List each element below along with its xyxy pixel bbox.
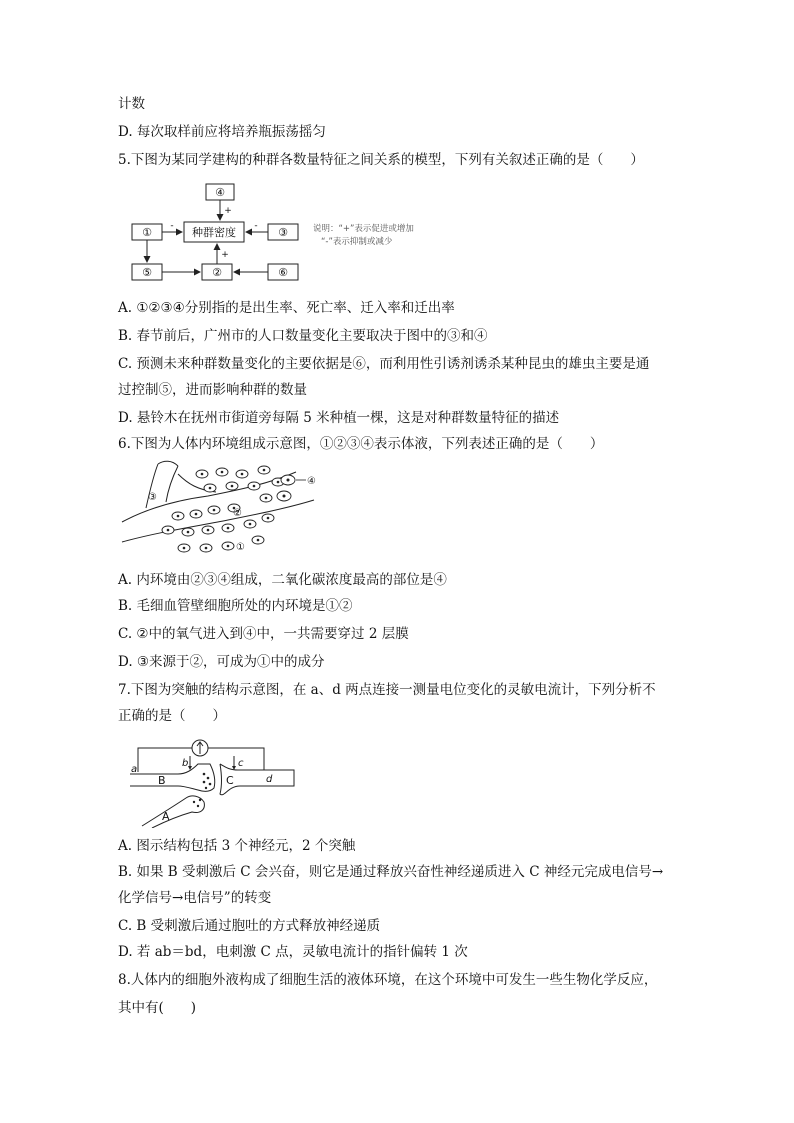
sign-plus-top: +: [224, 206, 232, 216]
label-4: ④: [215, 186, 225, 199]
label-5: ⑤: [142, 266, 152, 279]
synapse-diagram: [128, 736, 296, 828]
marker-4: ④: [307, 476, 316, 487]
option-c-q5-cont: 过控制⑤，进而影响种群的数量: [118, 382, 307, 398]
label-2: ②: [212, 266, 222, 279]
question-7-stem: 7.下图为突触的结构示意图，在 a、d 两点连接一测量电位变化的灵敏电流计，下列分析不: [118, 682, 656, 698]
option-c-q6: C. ②中的氧气进入到④中，一共需要穿过 2 层膜: [118, 626, 409, 642]
label-1: ①: [142, 226, 152, 239]
option-d-q6: D. ③来源于②，可成为①中的成分: [118, 654, 325, 670]
label-3: ③: [278, 226, 288, 239]
label-c: c: [238, 758, 244, 769]
label-neuron-b: B: [158, 774, 166, 787]
option-c-q5: C. 预测未来种群数量变化的主要依据是⑥，而利用性引诱剂诱杀某种昆虫的雄虫主要是通: [118, 356, 650, 372]
marker-3: ③: [148, 492, 157, 503]
question-5-stem: 5.下图为某同学建构的种群各数量特征之间关系的模型，下列有关叙述正确的是（ ）: [118, 152, 644, 168]
question-8-stem-cont: 其中有( ): [118, 1000, 197, 1016]
question-8-stem: 8.人体内的细胞外液构成了细胞生活的液体环境，在这个环境中可发生一些生物化学反应，: [118, 972, 658, 988]
sign-plus-bottom: +: [221, 250, 229, 260]
sign-minus-right: -: [254, 221, 258, 231]
sign-minus-left: -: [170, 221, 174, 231]
option-b-q5: B. 春节前后，广州市的人口数量变化主要取决于图中的③和④: [118, 328, 488, 344]
label-a: a: [131, 764, 138, 775]
label-neuron-c: C: [226, 774, 234, 787]
population-model-diagram: [128, 182, 438, 284]
option-a-q7: A. 图示结构包括 3 个神经元，2 个突触: [118, 838, 356, 854]
option-b-q7-cont: 化学信号→电信号”的转变: [118, 890, 272, 906]
text-line: 计数: [118, 96, 145, 112]
option-b-q6: B. 毛细血管壁细胞所处的内环境是①②: [118, 598, 353, 614]
option-c-q7: C. B 受刺激后通过胞吐的方式释放神经递质: [118, 918, 381, 934]
option-d-q7: D. 若 ab＝bd，电刺激 C 点，灵敏电流计的指针偏转 1 次: [118, 944, 468, 960]
label-d: d: [266, 774, 273, 785]
option-b-q7: B. 如果 B 受刺激后 C 会兴奋，则它是通过释放兴奋性神经递质进入 C 神经元完成电信号→: [118, 864, 664, 880]
option-a-q5: A. ①②③④分别指的是出生率、死亡率、迁入率和迁出率: [118, 300, 455, 316]
marker-2: ②: [233, 508, 242, 519]
legend-note-2: “-”表示抑制或减少: [321, 237, 393, 247]
label-center: 种群密度: [192, 226, 236, 239]
question-7-stem-cont: 正确的是（ ）: [118, 708, 226, 724]
option-d-q5: D. 悬铃木在抚州市街道旁每隔 5 米种植一棵，这是对种群数量特征的描述: [118, 410, 560, 426]
marker-1: ①: [236, 542, 245, 553]
label-neuron-a: A: [162, 810, 170, 823]
option-a-q6: A. 内环境由②③④组成，二氧化碳浓度最高的部位是④: [118, 572, 447, 588]
legend-note-1: 说明：“+”表示促进或增加: [313, 224, 414, 234]
internal-environment-diagram: [118, 460, 328, 560]
label-6: ⑥: [278, 266, 288, 279]
label-b: b: [182, 758, 189, 769]
option-d-q4: D. 每次取样前应将培养瓶振荡摇匀: [118, 124, 326, 140]
question-6-stem: 6.下图为人体内环境组成示意图，①②③④表示体液，下列表述正确的是（ ）: [118, 436, 604, 452]
